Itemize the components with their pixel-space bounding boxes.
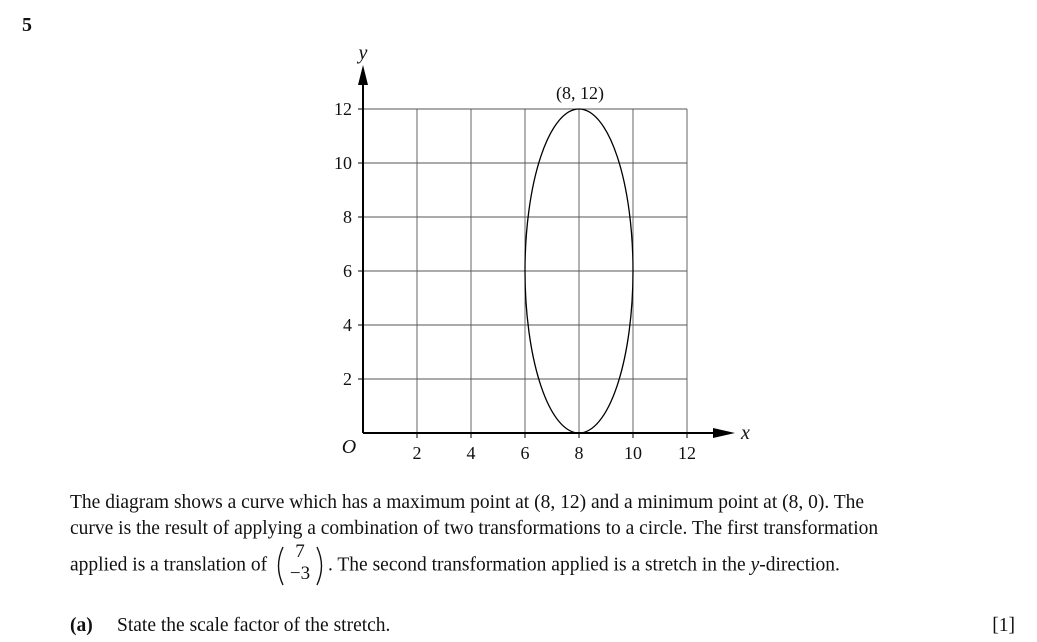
direction-text: -direction. — [759, 554, 840, 576]
x-tick-label: 10 — [624, 443, 642, 463]
question-paragraph — [70, 490, 1020, 542]
paragraph-line-1: The diagram shows a curve which has a maximum point at (8, 12) and a minimum point at (8, 0). The — [70, 492, 865, 513]
column-vector — [272, 541, 328, 588]
y-tick-label: 8 — [343, 207, 352, 227]
paragraph-line-3 — [70, 541, 840, 588]
x-axis-label: x — [741, 422, 750, 444]
origin-label: O — [341, 436, 357, 458]
part-a-marks: [1] — [992, 615, 1015, 636]
y-variable: y — [750, 554, 760, 576]
axes — [358, 65, 735, 438]
vector-bottom: −3 — [289, 563, 311, 584]
y-tick-label: 2 — [343, 369, 352, 389]
stretch-text: . The second transformation applied is a stretch in the — [328, 554, 751, 576]
part-a-label: (a) — [70, 615, 93, 636]
axis-labels — [334, 42, 750, 463]
y-axis-label: y — [358, 42, 368, 64]
y-tick-label: 4 — [343, 315, 352, 335]
question-number: 5 — [22, 14, 32, 36]
x-tick-label: 2 — [412, 443, 422, 463]
vector-top: 7 — [295, 541, 305, 562]
x-tick-label: 4 — [466, 443, 476, 463]
part-a — [70, 615, 390, 637]
y-tick-label: 12 — [334, 99, 352, 119]
translation-text: applied is a translation of — [70, 554, 268, 576]
x-tick-label: 12 — [678, 443, 696, 463]
x-tick-label: 6 — [520, 443, 530, 463]
x-axis-arrow — [713, 428, 735, 438]
x-tick-label: 8 — [574, 443, 584, 463]
paragraph-line-2: curve is the result of applying a combination of two transformations to a circle. The first transformation — [70, 518, 879, 539]
y-tick-label: 6 — [343, 261, 352, 281]
y-axis-arrow — [358, 65, 368, 85]
y-tick-label: 10 — [334, 153, 352, 173]
point-label: (8, 12) — [556, 83, 604, 103]
part-a-text: State the scale factor of the stretch. — [117, 615, 391, 636]
